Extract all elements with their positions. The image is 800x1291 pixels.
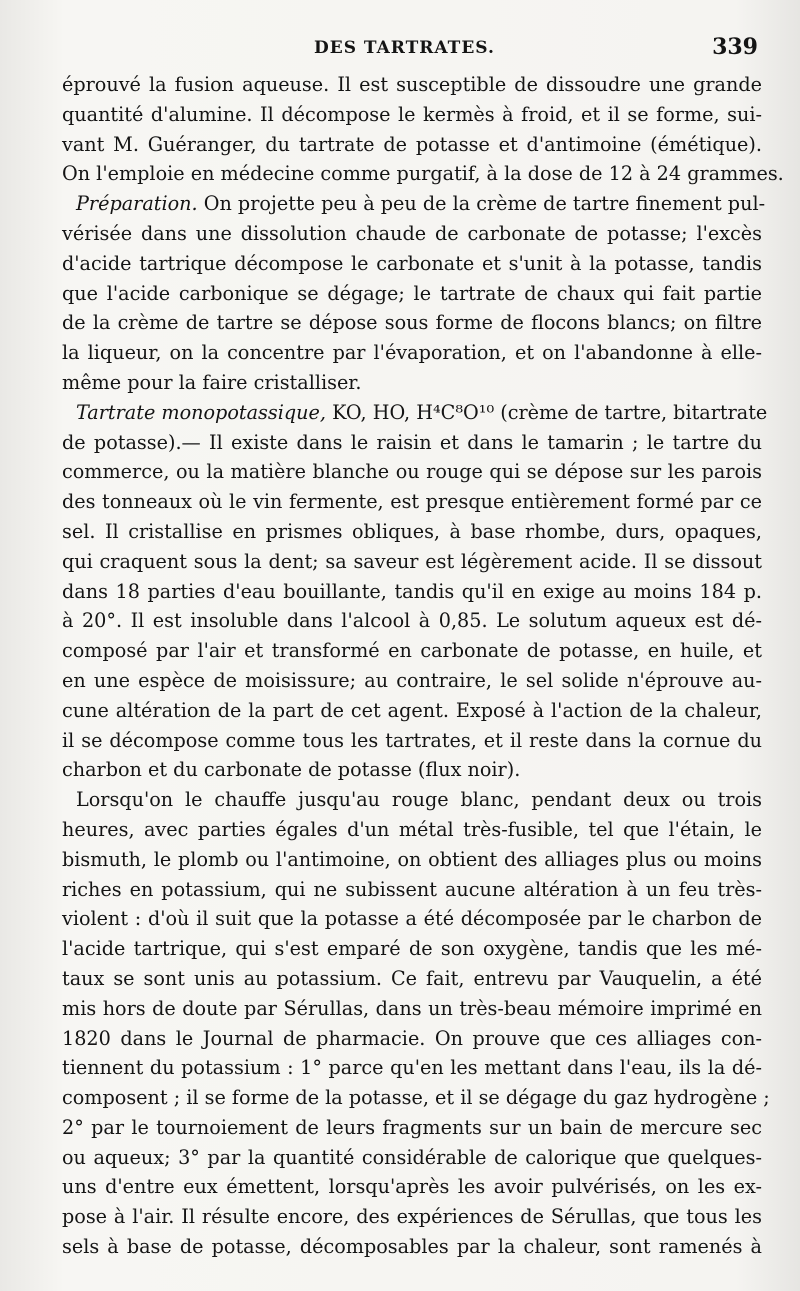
text-line: de la crème de tartre se dépose sous forme de flocons blancs; on filtre — [62, 311, 762, 335]
text-line — [62, 398, 768, 428]
page-header — [60, 34, 758, 64]
text-line: charbon et du carbonate de potasse (flux noir). — [62, 758, 521, 782]
paragraph-emetique — [62, 70, 784, 189]
text-fragment: On projette peu à peu de la crème de tartre finement pul- — [197, 192, 766, 216]
body-text — [62, 70, 784, 1262]
text-line: sels à base de potasse, décomposables par la chaleur, sont ramenés à — [62, 1235, 762, 1259]
text-line: la liqueur, on la concentre par l'évaporation, et on l'abandonne à elle- — [62, 341, 762, 365]
text-line: 2° par le tournoiement de leurs fragments sur un bain de mercure sec — [62, 1115, 762, 1139]
text-line: éprouvé la fusion aqueuse. Il est susceptible de dissoudre une grande — [62, 73, 762, 96]
text-line: violent : d'où il suit que la potasse a été décomposée par le charbon de — [62, 907, 762, 931]
text-line: taux se sont unis au potassium. Ce fait, entrevu par Vauquelin, a été — [62, 966, 762, 990]
text-line: pose à l'air. Il résulte encore, des expériences de Sérullas, que tous les — [62, 1205, 762, 1229]
running-title: DES TARTRATES. — [314, 38, 495, 58]
text-line: On l'emploie en médecine comme purgatif, à la dose de 12 à 24 grammes. — [62, 162, 784, 186]
page-number: 339 — [712, 34, 758, 60]
text-line: sel. Il cristallise en prismes obliques, à base rhombe, durs, opaques, — [62, 519, 762, 543]
text-line: vérisée dans une dissolution chaude de carbonate de potasse; l'excès — [62, 221, 762, 245]
text-line: composé par l'air et transformé en carbonate de potasse, en huile, et — [62, 639, 762, 663]
text-line: qui craquent sous la dent; sa saveur est légèrement acide. Il se dissout — [62, 549, 762, 573]
text-line: ou aqueux; 3° par la quantité considérable de calorique que quelques- — [62, 1145, 762, 1169]
text-line: bismuth, le plomb ou l'antimoine, on obtient des alliages plus ou moins — [62, 847, 762, 871]
text-line: des tonneaux où le vin fermente, est presque entièrement formé par ce — [62, 490, 762, 514]
text-line: commerce, ou la matière blanche ou rouge qui se dépose sur les parois — [62, 460, 762, 484]
text-line: même pour la faire cristalliser. — [62, 370, 362, 394]
text-line: d'acide tartrique décompose le carbonate et s'unit à la potasse, tandis — [62, 251, 762, 275]
text-line: en une espèce de moisissure; au contraire, le sel solide n'éprouve au- — [62, 668, 762, 692]
text-line: composent ; il se forme de la potasse, et il se dégage du gaz hydrogène ; — [62, 1086, 770, 1110]
text-fragment: KO, HO, H⁴C⁸O¹⁰ (crème de tartre, bitartrate — [325, 400, 768, 424]
text-line: 1820 dans le Journal de pharmacie. On prouve que ces alliages con- — [62, 1026, 762, 1050]
text-line: riches en potassium, qui ne subissent aucune altération à un feu très- — [62, 877, 762, 901]
text-line: Lorsqu'on le chauffe jusqu'au rouge blanc, pendant deux ou trois — [76, 788, 762, 812]
text-line: tiennent du potassium : 1° parce qu'en les mettant dans l'eau, ils la dé- — [62, 1056, 762, 1080]
text-line: que l'acide carbonique se dégage; le tartrate de chaux qui fait partie — [62, 281, 762, 305]
text-line: cune altération de la part de cet agent. Exposé à l'action de la chaleur, — [62, 698, 762, 722]
paragraph-lead: Préparation. — [76, 192, 198, 216]
paragraph-tartrate-monopotassique — [62, 398, 768, 785]
text-line: il se décompose comme tous les tartrates, et il reste dans la cornue du — [62, 728, 762, 752]
paragraph-alliages-potassium — [62, 785, 770, 1262]
text-line: vant M. Guéranger, du tartrate de potasse et d'antimoine (émétique). — [62, 132, 762, 156]
text-line: dans 18 parties d'eau bouillante, tandis qu'il en exige au moins 184 p. — [62, 579, 762, 603]
text-line: quantité d'alumine. Il décompose le kermès à froid, et il se forme, sui- — [62, 102, 762, 126]
text-line: de potasse).— Il existe dans le raisin et dans le tamarin ; le tartre du — [62, 430, 762, 454]
text-line: uns d'entre eux émettent, lorsqu'après les avoir pulvérisés, on les ex- — [62, 1175, 762, 1199]
text-line: mis hors de doute par Sérullas, dans un très-beau mémoire imprimé en — [62, 996, 762, 1020]
paragraph-preparation — [62, 189, 766, 398]
paragraph-lead: Tartrate monopotassique, — [76, 400, 326, 424]
text-line: heures, avec parties égales d'un métal très-fusible, tel que l'étain, le — [62, 817, 762, 841]
text-line: à 20°. Il est insoluble dans l'alcool à 0,85. Le solutum aqueux est dé- — [62, 609, 762, 633]
text-line: l'acide tartrique, qui s'est emparé de son oxygène, tandis que les mé- — [62, 937, 762, 961]
text-line — [62, 189, 766, 219]
